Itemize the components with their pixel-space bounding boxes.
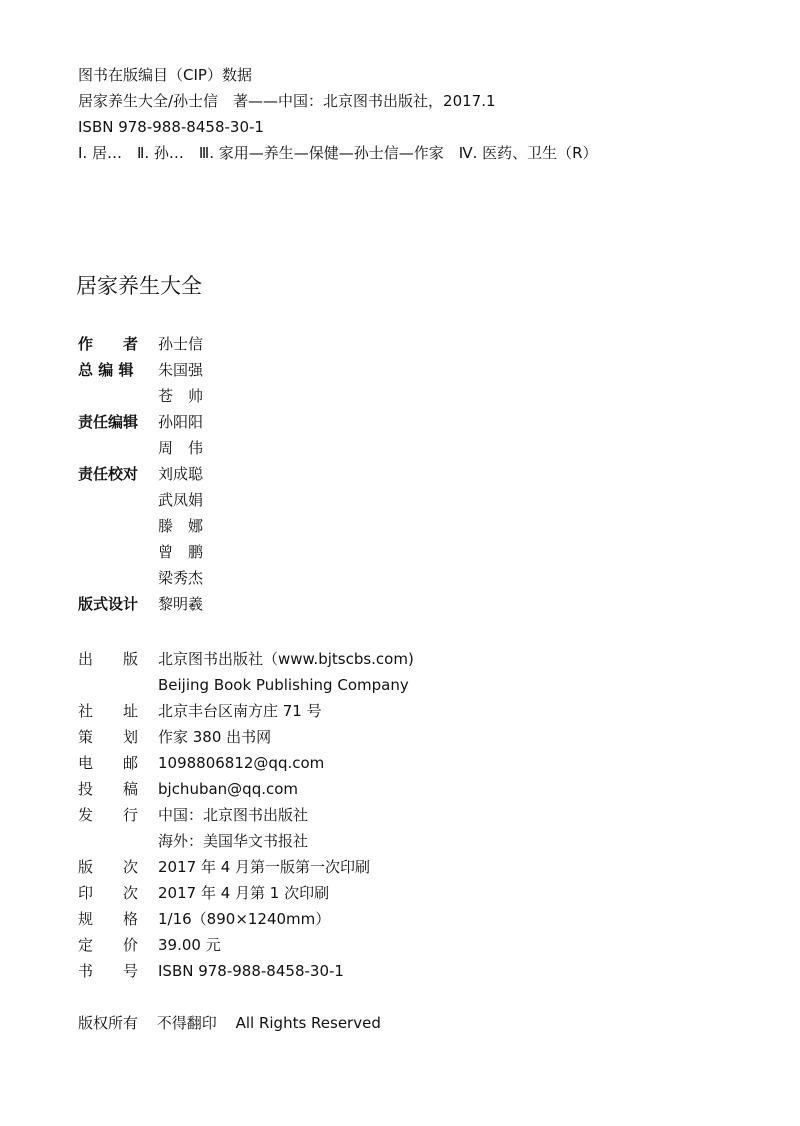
pub-value: bjchuban@qq.com bbox=[158, 780, 299, 798]
cip-entry: 居家养生大全/孙士信 著——中国：北京图书出版社，2017.1 bbox=[78, 92, 496, 110]
credit-value: 孙士信 bbox=[158, 335, 204, 353]
credit-row bbox=[78, 357, 478, 383]
pub-value: ISBN 978-988-8458-30-1 bbox=[158, 962, 344, 980]
credit-value: 黎明羲 bbox=[158, 595, 204, 613]
credit-row bbox=[78, 331, 478, 357]
pub-value: 北京图书出版社（www.bjtscbs.com) bbox=[158, 650, 414, 668]
credit-row bbox=[78, 487, 478, 513]
credit-value: 曾 鹏 bbox=[158, 543, 204, 561]
pub-row bbox=[78, 776, 678, 802]
pub-value: Beijing Book Publishing Company bbox=[158, 676, 409, 694]
pub-label: 规 格 bbox=[78, 910, 139, 928]
rights-cn-all-rights: 版权所有 bbox=[78, 1014, 139, 1032]
credit-label bbox=[78, 513, 158, 539]
pub-row bbox=[78, 724, 678, 750]
rights-statement bbox=[78, 1010, 395, 1036]
pub-label: 策 划 bbox=[78, 728, 139, 746]
rights-cn-no-reprint: 不得翻印 bbox=[156, 1014, 217, 1032]
pub-label bbox=[78, 828, 158, 854]
pub-row bbox=[78, 750, 678, 776]
pub-label: 社 址 bbox=[78, 702, 139, 720]
pub-row bbox=[78, 932, 678, 958]
pub-label: 书 号 bbox=[78, 962, 139, 980]
credit-row bbox=[78, 565, 478, 591]
pub-label: 电 邮 bbox=[78, 754, 139, 772]
credit-row bbox=[78, 383, 478, 409]
pub-row bbox=[78, 802, 678, 828]
credit-value: 刘成聪 bbox=[158, 465, 204, 483]
pub-value: 2017 年 4 月第一版第一次印刷 bbox=[158, 858, 371, 876]
pub-label: 投 稿 bbox=[78, 780, 139, 798]
credit-label bbox=[78, 383, 158, 409]
credit-row bbox=[78, 435, 478, 461]
credit-row bbox=[78, 409, 478, 435]
pub-value: 2017 年 4 月第 1 次印刷 bbox=[158, 884, 330, 902]
credit-row bbox=[78, 539, 478, 565]
pub-label bbox=[78, 672, 158, 698]
cip-subjects: Ⅰ. 居… Ⅱ. 孙… Ⅲ. 家用—养生—保健—孙士信—作家 Ⅳ. 医药、卫生（R） bbox=[78, 144, 598, 162]
cip-heading: 图书在版编目（CIP）数据 bbox=[78, 66, 252, 84]
credit-value: 武凤娟 bbox=[158, 491, 204, 509]
rights-en: All Rights Reserved bbox=[235, 1014, 381, 1032]
credit-label: 总 编 辑 bbox=[78, 361, 134, 379]
credit-value: 滕 娜 bbox=[158, 517, 204, 535]
pub-row bbox=[78, 672, 678, 698]
pub-value: 1098806812@qq.com bbox=[158, 754, 325, 772]
credit-row bbox=[78, 591, 478, 617]
pub-label: 发 行 bbox=[78, 806, 139, 824]
pub-value: 北京丰台区南方庄 71 号 bbox=[158, 702, 322, 720]
credit-row bbox=[78, 513, 478, 539]
pub-label: 版 次 bbox=[78, 858, 139, 876]
publishing-info bbox=[78, 646, 678, 984]
pub-value: 海外：美国华文书报社 bbox=[158, 832, 309, 850]
credit-value: 周 伟 bbox=[158, 439, 204, 457]
credit-value: 朱国强 bbox=[158, 361, 204, 379]
cip-data-block bbox=[78, 62, 778, 166]
cip-isbn: ISBN 978-988-8458-30-1 bbox=[78, 118, 264, 136]
credit-value: 苍 帅 bbox=[158, 387, 204, 405]
credit-label bbox=[78, 565, 158, 591]
book-title: 居家养生大全 bbox=[76, 274, 202, 298]
credit-label bbox=[78, 539, 158, 565]
pub-row bbox=[78, 958, 678, 984]
pub-value: 39.00 元 bbox=[158, 936, 221, 954]
credit-label: 版式设计 bbox=[78, 595, 139, 613]
pub-row bbox=[78, 646, 678, 672]
pub-label: 定 价 bbox=[78, 936, 139, 954]
pub-label: 印 次 bbox=[78, 884, 139, 902]
credit-label bbox=[78, 487, 158, 513]
pub-row bbox=[78, 880, 678, 906]
credit-value: 孙阳阳 bbox=[158, 413, 204, 431]
pub-value: 1/16（890×1240mm） bbox=[158, 910, 331, 928]
credit-label: 作 者 bbox=[78, 335, 139, 353]
pub-value: 作家 380 出书网 bbox=[158, 728, 272, 746]
pub-label: 出 版 bbox=[78, 650, 139, 668]
credit-value: 梁秀杰 bbox=[158, 569, 204, 587]
credit-label bbox=[78, 435, 158, 461]
pub-value: 中国：北京图书出版社 bbox=[158, 806, 309, 824]
pub-row bbox=[78, 906, 678, 932]
credit-row bbox=[78, 461, 478, 487]
credit-label: 责任编辑 bbox=[78, 413, 139, 431]
pub-row bbox=[78, 698, 678, 724]
credit-label: 责任校对 bbox=[78, 465, 139, 483]
pub-row bbox=[78, 828, 678, 854]
pub-row bbox=[78, 854, 678, 880]
credits-list bbox=[78, 331, 478, 617]
